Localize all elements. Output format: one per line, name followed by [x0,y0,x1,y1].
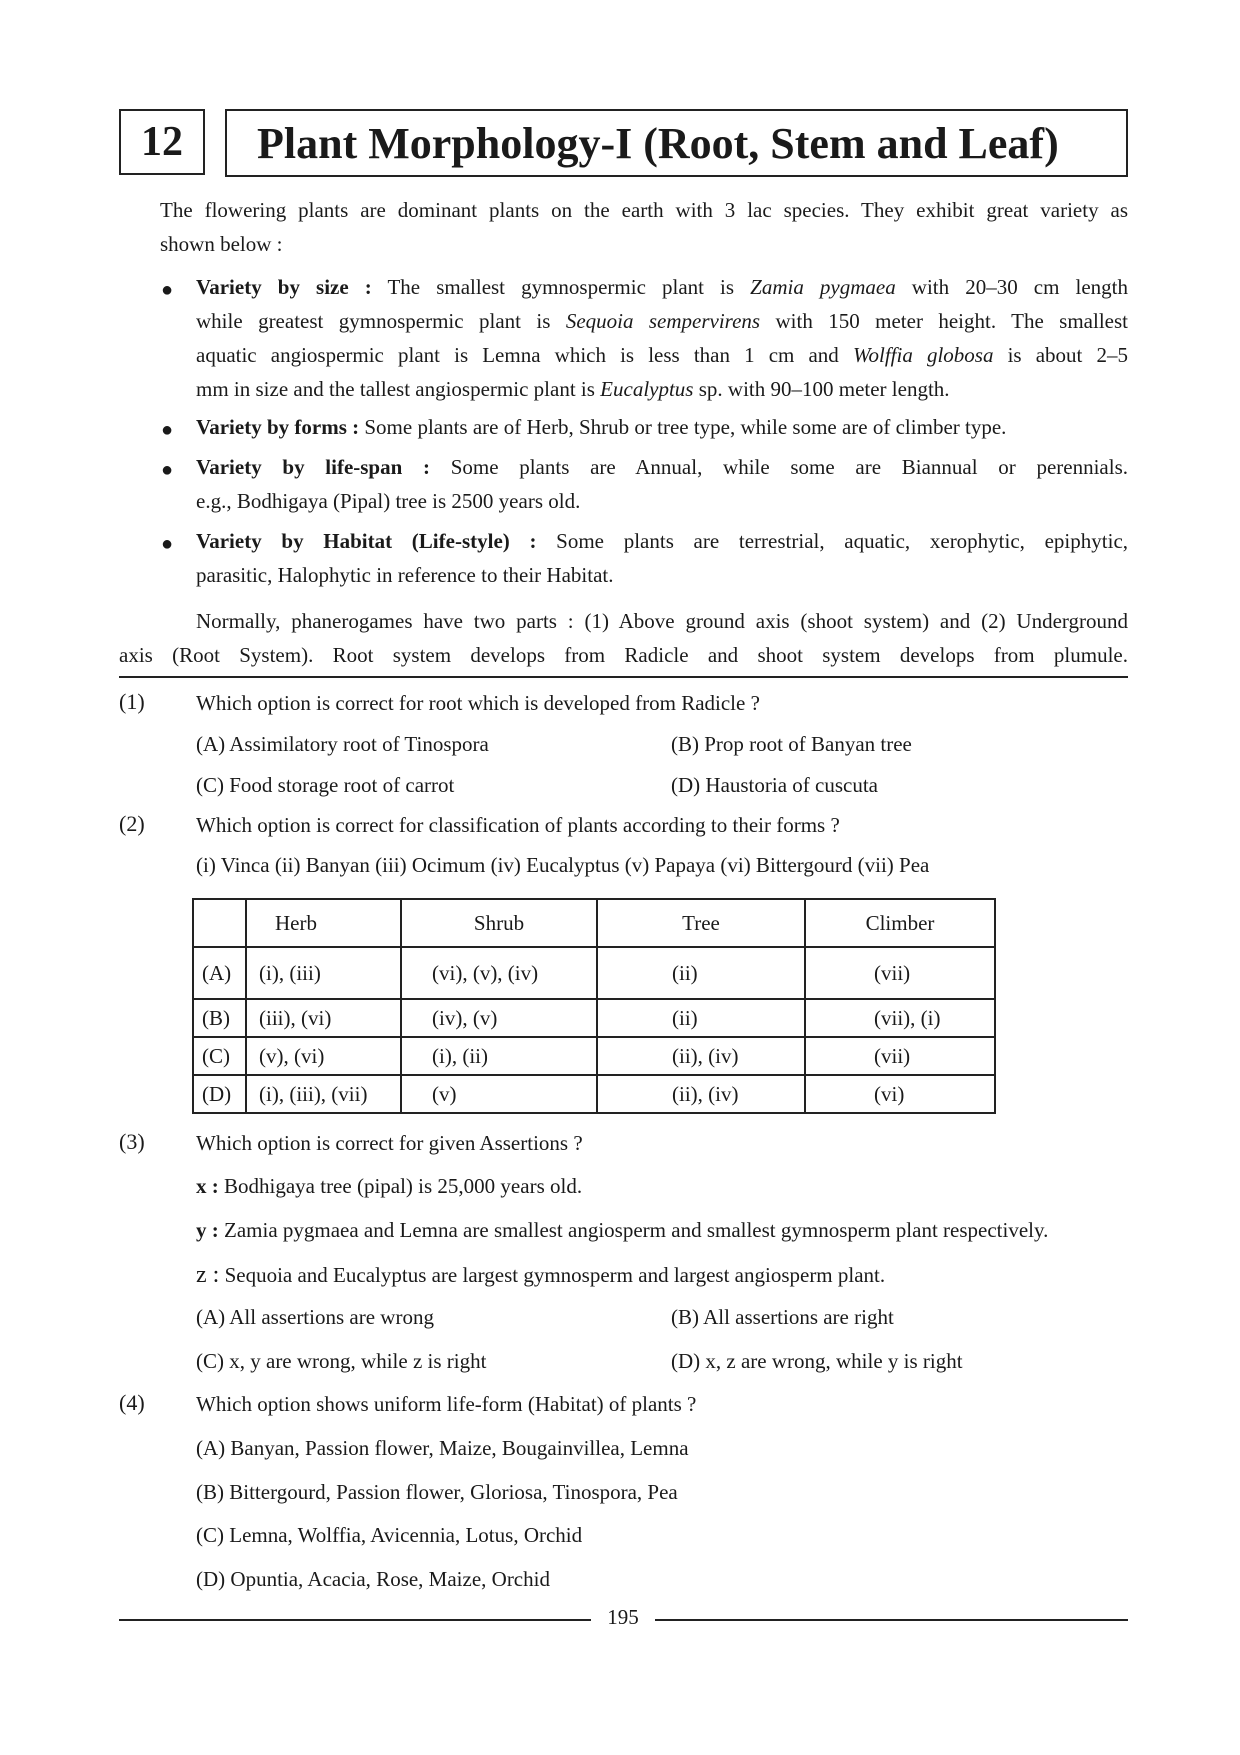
assertion-x: x : Bodhigaya tree (pipal) is 25,000 years old. [196,1174,583,1198]
question-4-text: Which option shows uniform life-form (Habitat) of plants ? [196,1392,697,1416]
question-4-option-b: (B) Bittergourd, Passion flower, Gloriosa, Tinospora, Pea [196,1480,678,1504]
table-header-cell: Tree [597,899,805,947]
assertion-y: y : Zamia pygmaea and Lemna are smallest angiosperm and smallest gymnosperm plant respectively. [196,1218,1049,1242]
footer-rule-right [655,1619,1128,1621]
question-4-number: (4) [119,1390,145,1415]
bullet-forms-label: Variety by forms : [196,415,360,439]
table-header-cell: Herb [246,899,401,947]
question-3-option-b: (B) All assertions are right [671,1305,894,1329]
bullet-dot: ● [161,419,174,441]
question-3-option-d: (D) x, z are wrong, while y is right [671,1349,963,1373]
table-cell: (C) [193,1037,246,1075]
table-cell: (iii), (vi) [246,999,401,1037]
table-header-cell: Shrub [401,899,597,947]
bullet-forms: Variety by forms : Some plants are of Herb, Shrub or tree type, while some are of climber type. [196,415,1007,439]
bullet-lifespan-line-1: Variety by life-span : Some plants are Annual, while some are Biannual or perennials. [196,455,1128,479]
bullet-size-line-3: aquatic angiospermic plant is Lemna which is less than 1 cm and Wolffia globosa is about 2–5 [196,343,1128,367]
table-cell: (vii), (i) [805,999,995,1037]
bullet-lifespan-label: Variety by life-span : [196,455,430,479]
question-1-option-a: (A) Assimilatory root of Tinospora [196,732,489,756]
bullet-size-label: Variety by size : [196,275,372,299]
question-4-option-d: (D) Opuntia, Acacia, Rose, Maize, Orchid [196,1567,550,1591]
question-2-text: Which option is correct for classification of plants according to their forms ? [196,813,840,837]
question-2-plant-list: (i) Vinca (ii) Banyan (iii) Ocimum (iv) Eucalyptus (v) Papaya (vi) Bittergourd (vii) Pea [196,853,930,877]
question-1-option-b: (B) Prop root of Banyan tree [671,732,912,756]
bullet-habitat-label: Variety by Habitat (Life-style) : [196,529,537,553]
table-cell: (D) [193,1075,246,1113]
normally-line-1: Normally, phanerogames have two parts : (1) Above ground axis (shoot system) and (2) Underground [196,609,1128,633]
bullet-size-line-2: while greatest gymnospermic plant is Sequoia sempervirens with 150 meter height. The smallest [196,309,1128,333]
question-1-option-c: (C) Food storage root of carrot [196,773,455,797]
chapter-number: 12 [119,109,205,175]
bullet-lifespan-line-2: e.g., Bodhigaya (Pipal) tree is 2500 years old. [196,489,581,513]
bullet-dot: ● [161,459,174,481]
bullet-size-line-1: Variety by size : The smallest gymnospermic plant is Zamia pygmaea with 20–30 cm length [196,275,1129,299]
question-4-option-a: (A) Banyan, Passion flower, Maize, Bougainvillea, Lemna [196,1436,689,1460]
table-cell: (B) [193,999,246,1037]
chapter-title: Plant Morphology-I (Root, Stem and Leaf) [225,109,1128,177]
question-3-option-a: (A) All assertions are wrong [196,1305,434,1329]
bullet-dot: ● [161,279,174,301]
assertion-y-key: y : [196,1218,219,1242]
question-1-text: Which option is correct for root which is developed from Radicle ? [196,691,760,715]
question-4-option-c: (C) Lemna, Wolffia, Avicennia, Lotus, Orchid [196,1523,583,1547]
table-cell: (ii) [597,947,805,999]
assertion-z: z : Sequoia and Eucalyptus are largest gymnosperm and largest angiosperm plant. [196,1262,886,1288]
question-1-number: (1) [119,689,145,714]
table-cell: (i), (iii) [246,947,401,999]
table-cell: (A) [193,947,246,999]
table-row [193,1037,995,1075]
question-2-number: (2) [119,811,145,836]
table-header-cell [193,899,246,947]
assertion-z-key: z : [196,1262,220,1288]
footer-rule-left [119,1619,591,1621]
question-3-option-c: (C) x, y are wrong, while z is right [196,1349,487,1373]
question-3-number: (3) [119,1129,145,1154]
forms-classification-table [192,898,996,1114]
table-cell: (vii) [805,1037,995,1075]
intro-line-1: The flowering plants are dominant plants on the earth with 3 lac species. They exhibit great variety as [160,198,1128,222]
section-divider [119,676,1128,678]
assertion-x-key: x : [196,1174,219,1198]
table-row [193,1075,995,1113]
table-cell: (vii) [805,947,995,999]
table-row [193,999,995,1037]
table-cell: (vi) [805,1075,995,1113]
table-cell: (i), (ii) [401,1037,597,1075]
intro-line-2: shown below : [160,232,283,256]
bullet-habitat-line-2: parasitic, Halophytic in reference to their Habitat. [196,563,614,587]
table-cell: (ii), (iv) [597,1075,805,1113]
question-1-option-d: (D) Haustoria of cuscuta [671,773,879,797]
table-cell: (ii), (iv) [597,1037,805,1075]
table-cell: (iv), (v) [401,999,597,1037]
page-number: 195 [607,1605,639,1629]
bullet-size-line-4: mm in size and the tallest angiospermic plant is Eucalyptus sp. with 90–100 meter length. [196,377,950,401]
table-header-row [193,899,995,947]
table-cell: (i), (iii), (vii) [246,1075,401,1113]
bullet-habitat-line-1: Variety by Habitat (Life-style) : Some plants are terrestrial, aquatic, xerophytic, epiphytic, [196,529,1129,553]
table-cell: (v) [401,1075,597,1113]
table-row [193,947,995,999]
bullet-dot: ● [161,533,174,555]
table-cell: (ii) [597,999,805,1037]
table-cell: (v), (vi) [246,1037,401,1075]
question-3-text: Which option is correct for given Assertions ? [196,1131,583,1155]
normally-line-2: axis (Root System). Root system develops from Radicle and shoot system develops from plumule. [119,643,1128,667]
table-header-cell: Climber [805,899,995,947]
table-cell: (vi), (v), (iv) [401,947,597,999]
